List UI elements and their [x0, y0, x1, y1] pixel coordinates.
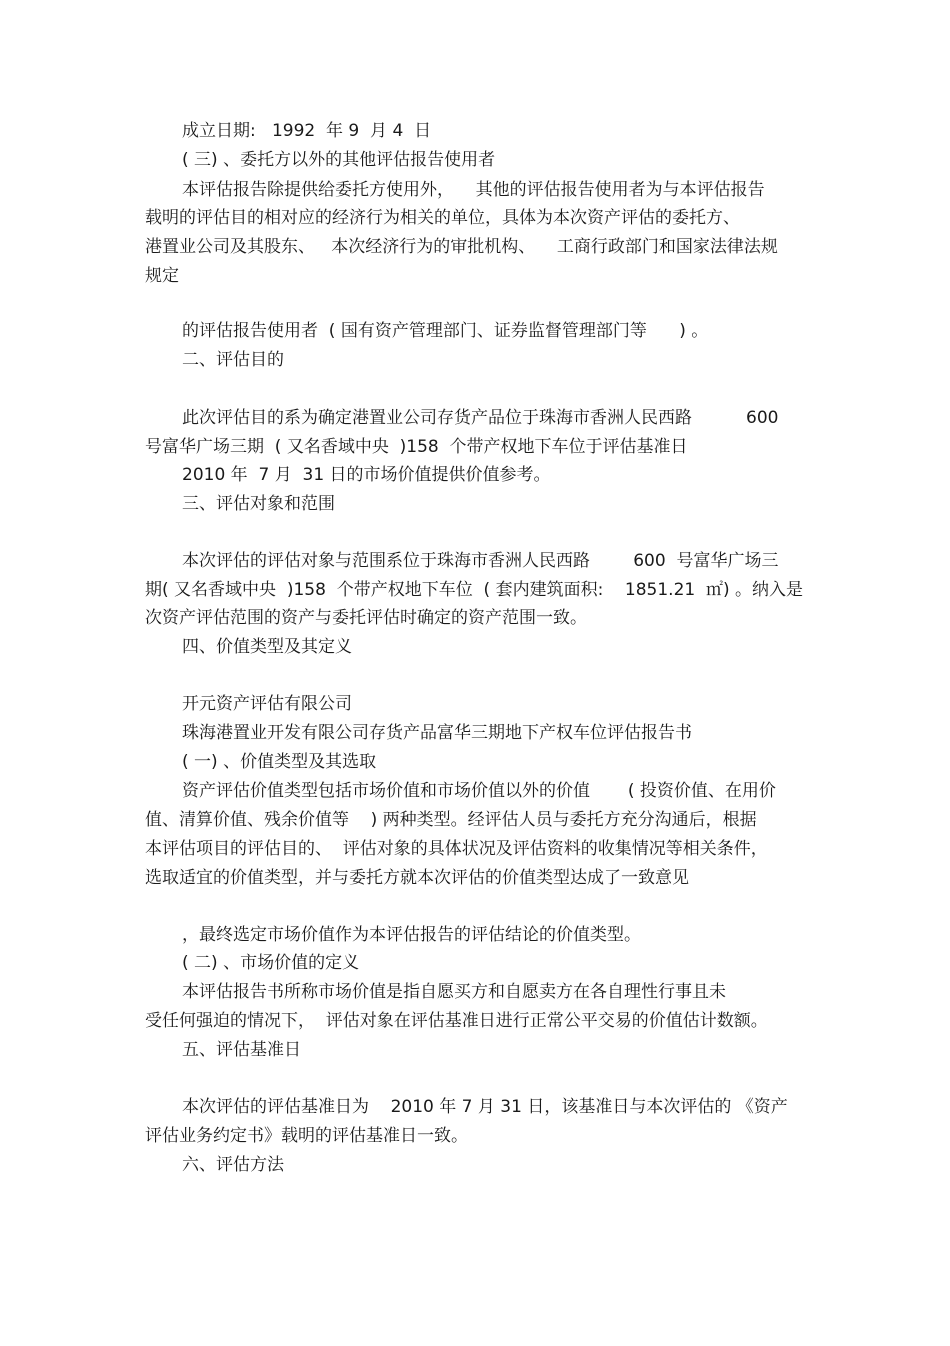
text-line: 此次评估目的系为确定港置业公司存货产品位于珠海市香洲人民西路 600	[182, 408, 779, 428]
text-line: 本次评估的评估基准日为 2010 年 7 月 31 日，该基准日与本次评估的 《资产	[182, 1097, 788, 1117]
text-line: 受任何强迫的情况下， 评估对象在评估基准日进行正常公平交易的价值估计数额。	[145, 1011, 768, 1031]
text-line: 次资产评估范围的资产与委托评估时确定的资产范围一致。	[145, 608, 587, 628]
section-heading: 二、评估目的	[182, 350, 284, 370]
text-line: 值、清算价值、残余价值等 ) 两种类型。经评估人员与委托方充分沟通后，根据	[145, 810, 757, 830]
text-line: 载明的评估目的相对应的经济行为相关的单位，具体为本次资产评估的委托方、	[145, 208, 740, 228]
text-line: 选取适宜的价值类型，并与委托方就本次评估的价值类型达成了一致意见	[145, 868, 689, 888]
text-line: 港置业公司及其股东、 本次经济行为的审批机构、 工商行政部门和国家法律法规	[145, 237, 778, 257]
text-line: 评估业务约定书》载明的评估基准日一致。	[145, 1126, 468, 1146]
section-heading: 五、评估基准日	[182, 1040, 301, 1060]
text-line: 的评估报告使用者 ( 国有资产管理部门、证券监督管理部门等 ) 。	[182, 321, 709, 341]
report-title-header: 珠海港置业开发有限公司存货产品富华三期地下产权车位评估报告书	[182, 723, 692, 743]
company-header: 开元资产评估有限公司	[182, 694, 352, 714]
text-line: 成立日期: 1992 年 9 月 4 日	[182, 121, 432, 141]
section-heading: 六、评估方法	[182, 1155, 284, 1175]
text-line: 本次评估的评估对象与范围系位于珠海市香洲人民西路 600 号富华广场三	[182, 551, 779, 571]
text-line: 本评估报告除提供给委托方使用外， 其他的评估报告使用者为与本评估报告	[182, 180, 765, 200]
text-line: 本评估项目的评估目的、 评估对象的具体状况及评估资料的收集情况等相关条件，	[145, 839, 768, 859]
text-line: ( 三) 、委托方以外的其他评估报告使用者	[182, 150, 496, 170]
text-line: ，最终选定市场价值作为本评估报告的评估结论的价值类型。	[182, 925, 641, 945]
text-line: 本评估报告书所称市场价值是指自愿买方和自愿卖方在各自理性行事且未	[182, 982, 726, 1002]
text-line: 号富华广场三期 ( 又名香域中央 )158 个带产权地下车位于评估基准日	[145, 437, 688, 457]
text-line: 期( 又名香域中央 )158 个带产权地下车位 ( 套内建筑面积: 1851.21 ㎡) 。纳入是	[145, 580, 804, 600]
text-line: 2010 年 7 月 31 日的市场价值提供价值参考。	[182, 465, 551, 485]
subsection-heading: ( 二) 、市场价值的定义	[182, 953, 360, 973]
section-heading: 三、评估对象和范围	[182, 494, 335, 514]
text-line: 规定	[145, 266, 179, 286]
subsection-heading: ( 一) 、价值类型及其选取	[182, 752, 377, 772]
text-line: 资产评估价值类型包括市场价值和市场价值以外的价值 ( 投资价值、在用价	[182, 781, 776, 801]
section-heading: 四、价值类型及其定义	[182, 637, 352, 657]
